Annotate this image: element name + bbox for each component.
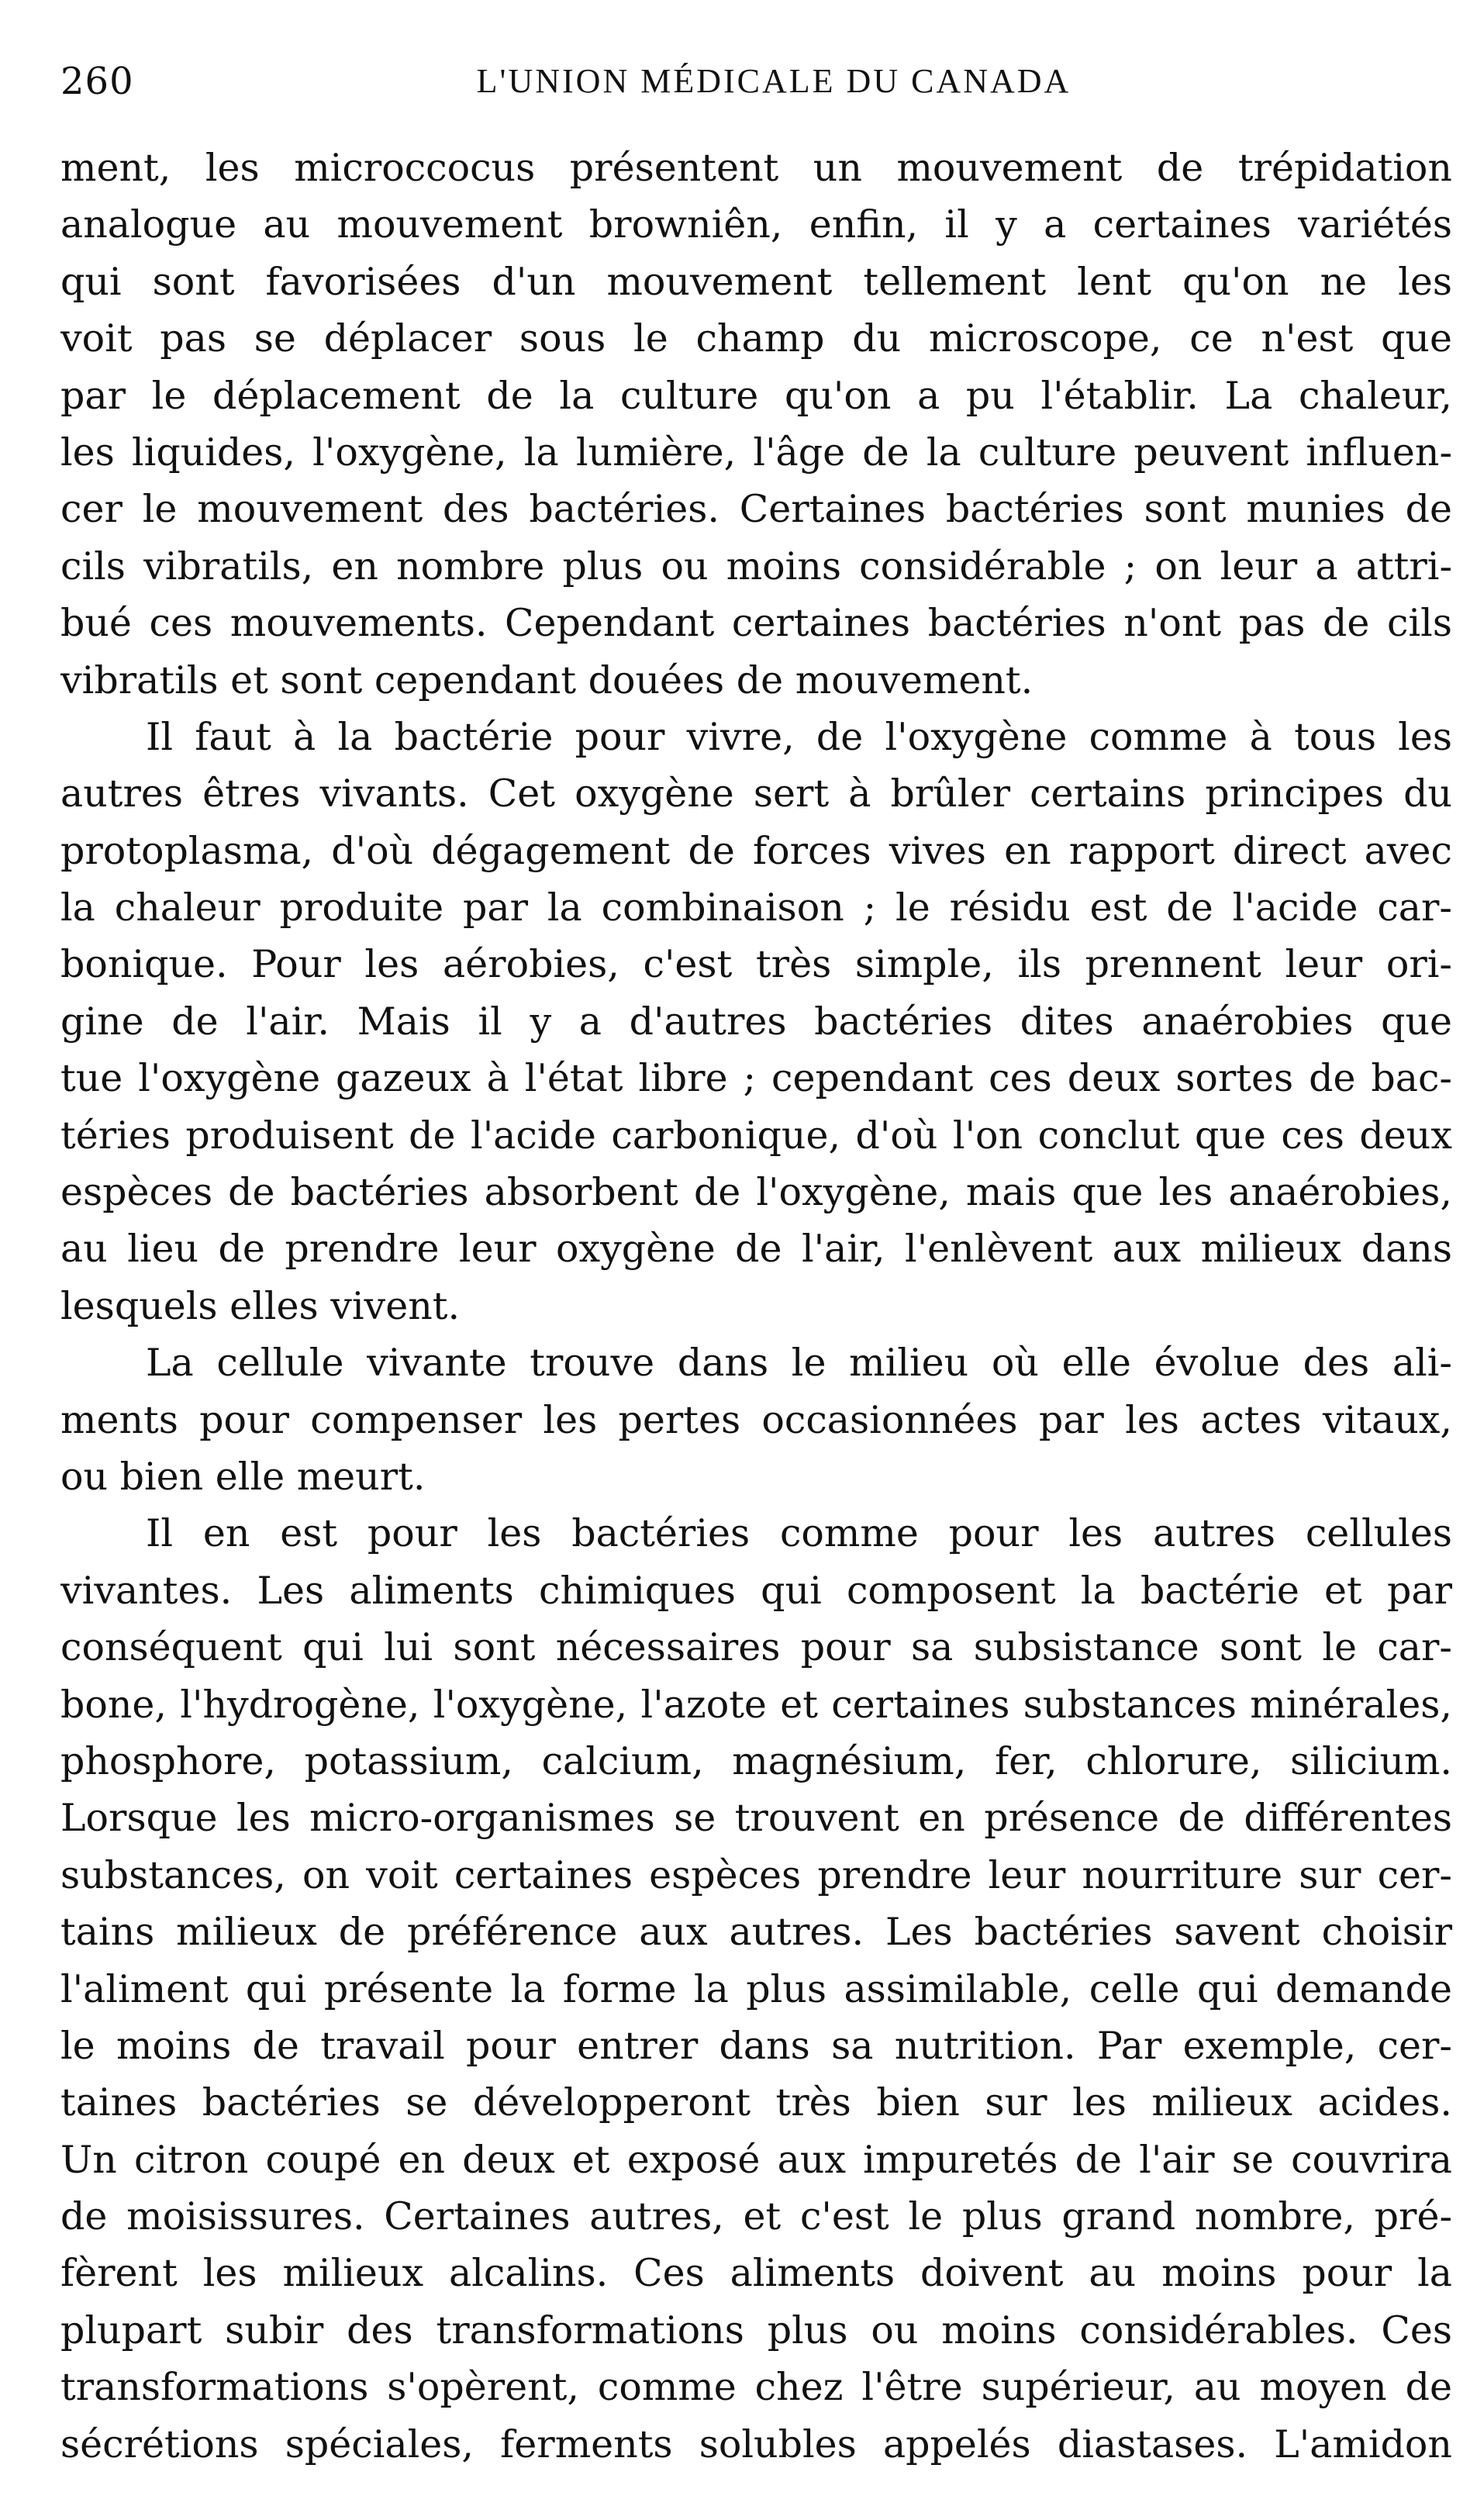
text-line: Lorsque les micro-organismes se trouvent en présence de différentes [60, 1796, 1452, 1841]
text-line: conséquent qui lui sont nécessaires pour sa subsistance sont le car- [60, 1625, 1452, 1670]
text-line: de moisissures. Certaines autres, et c'est le plus grand nombre, pré- [60, 2194, 1452, 2239]
text-line: phosphore, potassium, calcium, magnésium, fer, chlorure, silicium. [60, 1738, 1452, 1783]
text-line: tue l'oxygène gazeux à l'état libre ; cependant ces deux sortes de bac- [60, 1056, 1452, 1101]
text-line: analogue au mouvement browniên, enfin, il y a certaines variétés [60, 202, 1452, 247]
text-line: bonique. Pour les aérobies, c'est très simple, ils prennent leur ori- [60, 942, 1452, 987]
text-line: les liquides, l'oxygène, la lumière, l'âge de la culture peuvent influen- [60, 430, 1452, 475]
text-line: ments pour compenser les pertes occasionnées par les actes vitaux, [60, 1397, 1452, 1442]
text-line: La cellule vivante trouve dans le milieu où elle évolue des ali- [146, 1341, 1452, 1386]
text-line: vivantes. Les aliments chimiques qui composent la bactérie et par [60, 1568, 1452, 1613]
text-line: Il en est pour les bactéries comme pour les autres cellules [146, 1511, 1452, 1556]
journal-title: L'UNION MÉDICALE DU CANADA [476, 62, 1071, 100]
text-line: la chaleur produite par la combinaison ; le résidu est de l'acide car- [60, 885, 1452, 930]
text-line: bone, l'hydrogène, l'oxygène, l'azote et certaines substances minérales, [60, 1682, 1452, 1727]
text-line: fèrent les milieux alcalins. Ces aliments doivent au moins pour la [60, 2251, 1452, 2296]
text-line: taines bactéries se développeront très bien sur les milieux acides. [60, 2080, 1452, 2125]
text-line: par le déplacement de la culture qu'on a pu l'établir. La chaleur, [60, 373, 1452, 418]
text-line: qui sont favorisées d'un mouvement tellement lent qu'on ne les [60, 259, 1452, 304]
text-line: l'aliment qui présente la forme la plus assimilable, celle qui demande [60, 1966, 1452, 2011]
text-line: sécrétions spéciales, ferments solubles appelés diastases. L'amidon [60, 2422, 1452, 2466]
text-line: voit pas se déplacer sous le champ du microscope, ce n'est que [60, 316, 1452, 361]
text-line: protoplasma, d'où dégagement de forces vives en rapport direct avec [60, 828, 1452, 873]
text-line: cer le mouvement des bactéries. Certaines bactéries sont munies de [60, 487, 1452, 532]
text-line: substances, on voit certaines espèces prendre leur nourriture sur cer- [60, 1852, 1452, 1897]
text-line: bué ces mouvements. Cependant certaines bactéries n'ont pas de cils [60, 601, 1452, 646]
text-line: lesquels elles vivent. [60, 1283, 461, 1328]
text-line: plupart subir des transformations plus ou moins considérables. Ces [60, 2308, 1452, 2353]
page-number: 260 [60, 60, 134, 103]
text-line: gine de l'air. Mais il y a d'autres bactéries dites anaérobies que [60, 999, 1452, 1044]
text-line: le moins de travail pour entrer dans sa nutrition. Par exemple, cer- [60, 2023, 1452, 2068]
text-line: cils vibratils, en nombre plus ou moins considérable ; on leur a attri- [60, 544, 1452, 589]
text-line: ou bien elle meurt. [60, 1454, 426, 1499]
text-line: téries produisent de l'acide carbonique, d'où l'on conclut que ces deux [60, 1113, 1452, 1158]
text-line: espèces de bactéries absorbent de l'oxygène, mais que les anaérobies, [60, 1170, 1452, 1215]
text-line: transformations s'opèrent, comme chez l'être supérieur, au moyen de [60, 2365, 1452, 2410]
text-line: autres êtres vivants. Cet oxygène sert à brûler certains principes du [60, 772, 1452, 816]
text-line: vibratils et sont cependant douées de mouvement. [60, 658, 1033, 702]
text-line: tains milieux de préférence aux autres. Les bactéries savent choisir [60, 1910, 1452, 1955]
text-line: au lieu de prendre leur oxygène de l'air, l'enlèvent aux milieux dans [60, 1227, 1452, 1272]
text-line: Un citron coupé en deux et exposé aux impuretés de l'air se couvrira [60, 2137, 1452, 2182]
text-line: Il faut à la bactérie pour vivre, de l'oxygène comme à tous les [146, 714, 1452, 759]
text-line: ment, les microccocus présentent un mouvement de trépidation [60, 146, 1452, 190]
body-text [60, 140, 1452, 2473]
running-head [60, 54, 1410, 109]
